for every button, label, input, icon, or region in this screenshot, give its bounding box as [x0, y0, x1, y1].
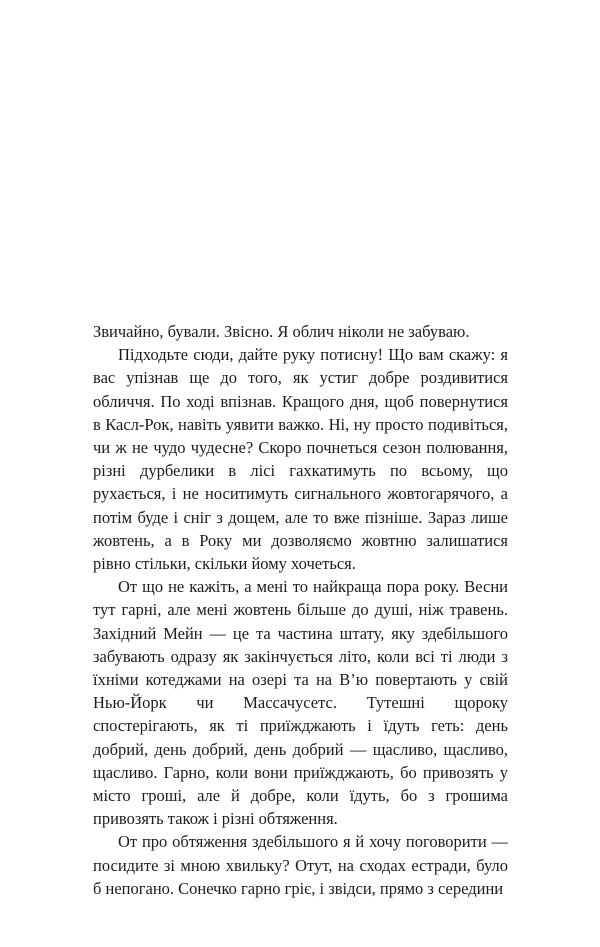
paragraph: От що не кажіть, а мені то найкраща пора року. Весни тут гарні, але мені жовтень більше до душі, ніж травень. Західний Мейн — це та частина штату, яку здебільшого забувають одразу як закінчується літо, коли всі ті люди з їхніми котеджами на озері та на В’ю повертають у свій Нью-Йорк чи Массачусетс. Тутешні щороку спостерігають, як ті приїжджають і їдуть геть: день добрий, день добрий, день добрий — щасливо, щасливо, щасливо. Гарно, коли вони приїжджають, бо привозять у місто гроші, але й добре, коли їдуть, бо з грошима привозять також і різні обтяження.	[93, 577, 508, 829]
paragraph: От про обтяження здебільшого я й хочу поговорити — посидите зі мною хвильку? Отут, на сходах естради, було б непогано. Сонечко гарно гріє, і звідси, прямо з середини	[93, 832, 508, 898]
text-block	[93, 320, 508, 900]
paragraph: Підходьте сюди, дайте руку потисну! Що вам скажу: я вас упізнав ще до того, як устиг добре роздивитися обличчя. По ході впізнав. Кращого дня, щоб повернутися в Касл-Рок, навіть уявити важко. Ні, ну просто подивіться, чи ж не чудо чудесне? Скоро почнеться сезон полювання, різні дурбелики в лісі гахкатимуть по всьому, що рухається, і не носитимуть сигнального жовтогарячого, а потім буде і сніг з дощем, але то вже пізніше. Зараз лише жовтень, а в Року ми дозволяємо жовтню залишатися рівно стільки, скільки йому хочеться.	[93, 345, 508, 574]
paragraph: Звичайно, бували. Звісно. Я облич ніколи не забуваю.	[93, 322, 470, 341]
